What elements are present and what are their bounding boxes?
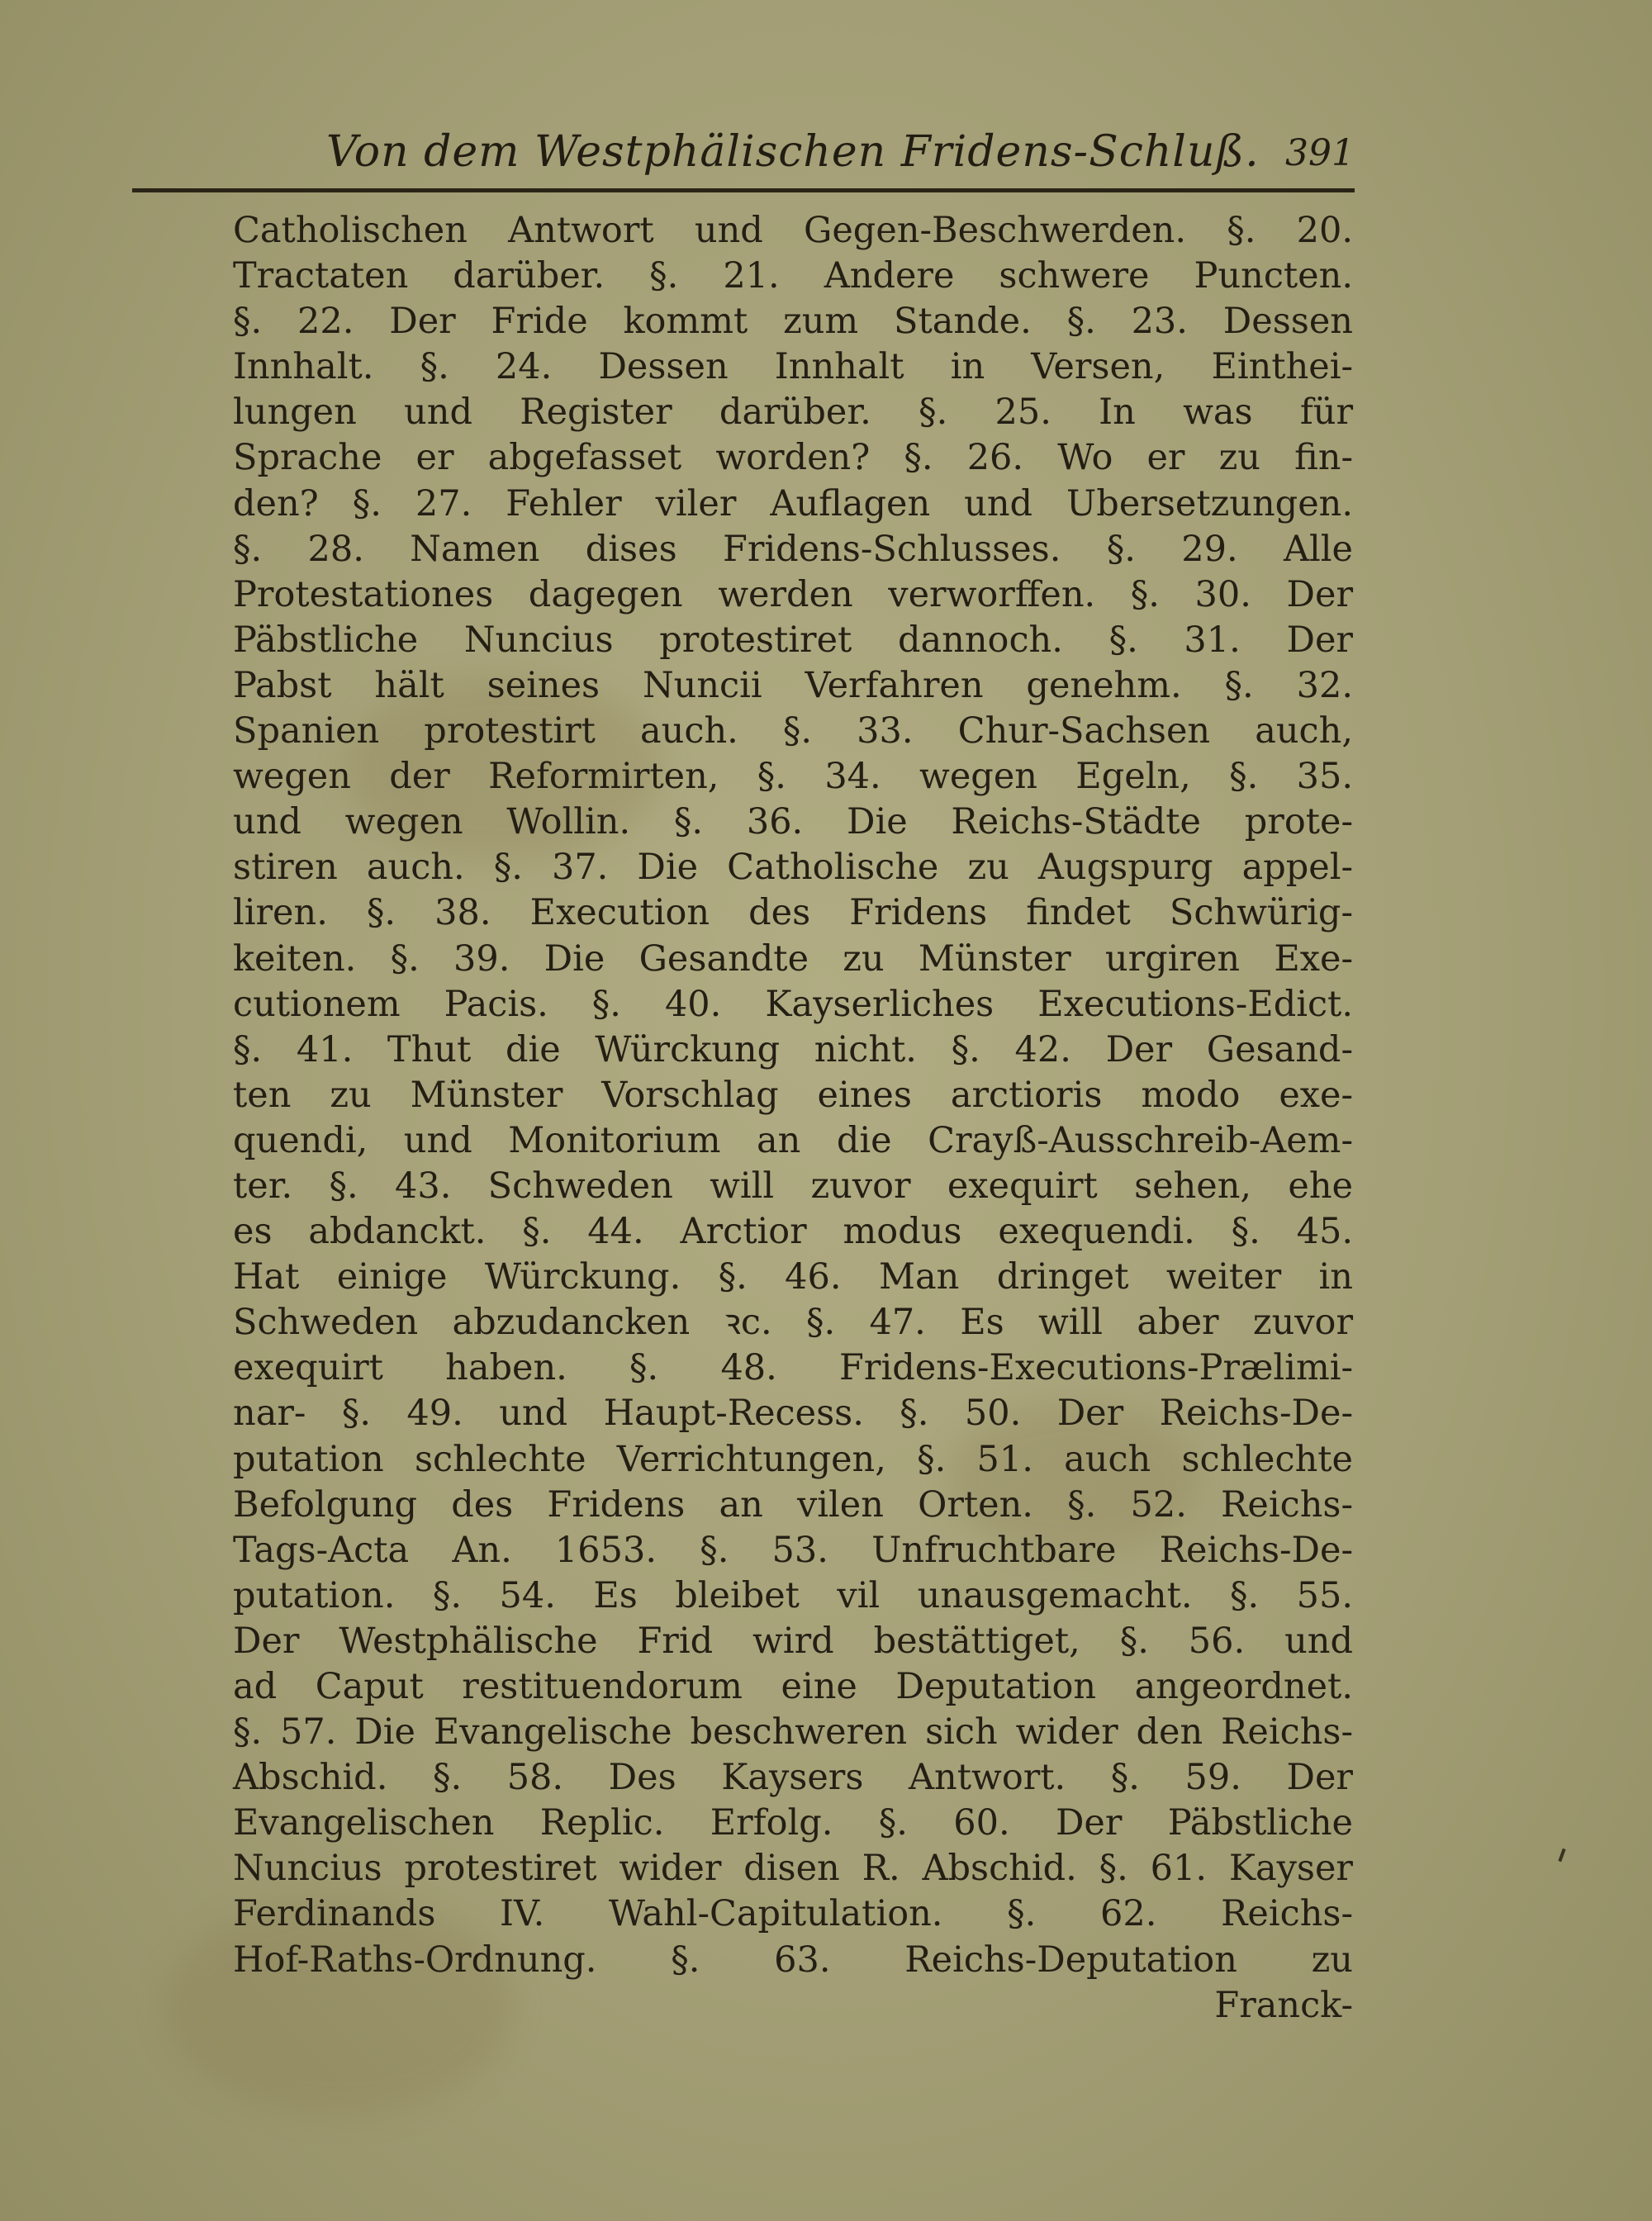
ink-mark xyxy=(1558,1848,1565,1862)
text-line: ten zu Münster Vorschlag eines arctioris modo exe- xyxy=(233,1074,1353,1116)
text-line: stiren auch. §. 37. Die Catholische zu Augspurg appel- xyxy=(233,847,1353,889)
text-line: Schweden abzudancken ꝛc. §. 47. Es will aber zuvor xyxy=(233,1302,1353,1344)
text-line: cutionem Pacis. §. 40. Kayserliches Executions-Edict. xyxy=(233,983,1353,1025)
text-line: nar- §. 49. und Haupt-Recess. §. 50. Der Reichs-De- xyxy=(233,1393,1353,1435)
body-text xyxy=(233,208,1353,2029)
text-line: §. 22. Der Fride kommt zum Stande. §. 23. Dessen xyxy=(233,301,1353,343)
text-line: Hof-Raths-Ordnung. §. 63. Reichs-Deputation zu xyxy=(233,1939,1353,1981)
text-line: Spanien protestirt auch. §. 33. Chur-Sachsen auch, xyxy=(233,710,1353,752)
text-line: Päbstliche Nuncius protestiret dannoch. §. 31. Der xyxy=(233,619,1353,661)
text-line: §. 41. Thut die Würckung nicht. §. 42. Der Gesand- xyxy=(233,1028,1353,1070)
text-line: Evangelischen Replic. Erfolg. §. 60. Der Päbstliche xyxy=(233,1802,1353,1844)
text-line: §. 57. Die Evangelische beschweren sich wider den Reichs- xyxy=(233,1711,1353,1754)
text-line: §. 28. Namen dises Fridens-Schlusses. §. 29. Alle xyxy=(233,528,1353,570)
text-line: Der Westphälische Frid wird bestättiget, §. 56. und xyxy=(233,1620,1353,1662)
text-line: Hat einige Würckung. §. 46. Man dringet weiter in xyxy=(233,1256,1353,1298)
catchword: Franck- xyxy=(1214,1984,1353,2026)
text-line: Innhalt. §. 24. Dessen Innhalt in Versen, Einthei- xyxy=(233,346,1353,388)
running-title: Von dem Westphälischen Fridens-Schluß. xyxy=(326,127,1260,177)
text-line: Catholischen Antwort und Gegen-Beschwerden. §. 20. xyxy=(233,210,1353,251)
page-header xyxy=(132,124,1355,182)
header-rule xyxy=(132,188,1355,192)
text-line: putation. §. 54. Es bleibet vil unausgemacht. §. 55. xyxy=(233,1574,1353,1616)
text-line: Nuncius protestiret wider disen R. Abschid. §. 61. Kayser xyxy=(233,1848,1353,1890)
text-line: Tags-Acta An. 1653. §. 53. Unfruchtbare Reichs-De- xyxy=(233,1529,1353,1571)
text-line: ad Caput restituendorum eine Deputation angeordnet. xyxy=(233,1666,1353,1707)
page-number: 391 xyxy=(1285,132,1355,174)
text-line: quendi, und Monitorium an die Crayß-Ausschreib-Aem- xyxy=(233,1119,1353,1161)
text-line: und wegen Wollin. §. 36. Die Reichs-Städte prote- xyxy=(233,801,1353,843)
text-line: Befolgung des Fridens an vilen Orten. §. 52. Reichs- xyxy=(233,1483,1353,1526)
text-line: Ferdinands IV. Wahl-Capitulation. §. 62. Reichs- xyxy=(233,1893,1353,1935)
text-line: keiten. §. 39. Die Gesandte zu Münster urgiren Exe- xyxy=(233,937,1353,980)
text-line: es abdanckt. §. 44. Arctior modus exequendi. §. 45. xyxy=(233,1211,1353,1253)
text-line: putation schlechte Verrichtungen, §. 51. auch schlechte xyxy=(233,1438,1353,1480)
text-line: Abschid. §. 58. Des Kaysers Antwort. §. 59. Der xyxy=(233,1757,1353,1799)
text-line: exequirt haben. §. 48. Fridens-Executions-Prælimi- xyxy=(233,1347,1353,1389)
text-line: ter. §. 43. Schweden will zuvor exequirt sehen, ehe xyxy=(233,1165,1353,1207)
text-line: Pabst hält seines Nuncii Verfahren genehm. §. 32. xyxy=(233,664,1353,706)
text-line: Sprache er abgefasset worden? §. 26. Wo er zu fin- xyxy=(233,437,1353,479)
text-line: den? §. 27. Fehler viler Auflagen und Ubersetzungen. xyxy=(233,482,1353,524)
text-line: lungen und Register darüber. §. 25. In was für xyxy=(233,392,1353,434)
text-line: liren. §. 38. Execution des Fridens findet Schwürig- xyxy=(233,892,1353,934)
text-line: Protestationes dagegen werden verworffen. §. 30. Der xyxy=(233,573,1353,615)
text-line: wegen der Reformirten, §. 34. wegen Egeln, §. 35. xyxy=(233,756,1353,798)
text-line: Tractaten darüber. §. 21. Andere schwere Puncten. xyxy=(233,255,1353,297)
